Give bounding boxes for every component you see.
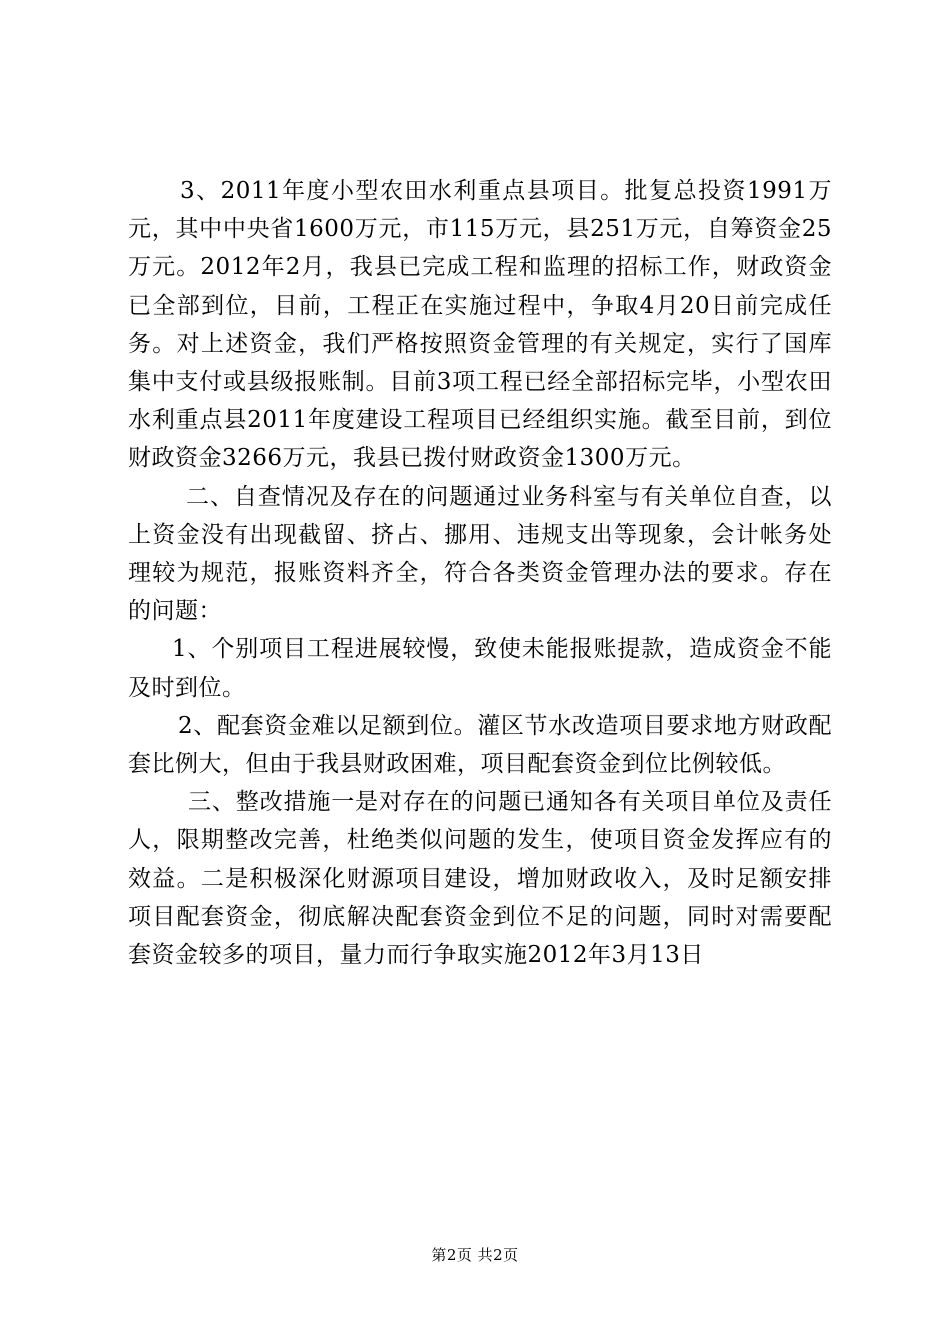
document-body (128, 172, 832, 974)
paragraph-rectification: 三、整改措施一是对存在的问题已通知各有关项目单位及责任人，限期整改完善，杜绝类似问题的发生，使项目资金发挥应有的效益。二是积极深化财源项目建设，增加财政收入，及时足额安排项目配套资金，彻底解决配套资金到位不足的问题，同时对需要配套资金较多的项目，量力而行争取实施2012年3月13日 (128, 789, 832, 969)
paragraph-issue-1: 1、个别项目工程进展较慢，致使未能报账提款，造成资金不能及时到位。 (128, 636, 832, 701)
paragraph-self-inspection: 二、自查情况及存在的问题通过业务科室与有关单位自查，以上资金没有出现截留、挤占、挪用、违规支出等现象，会计帐务处理较为规范，报账资料齐全，符合各类资金管理办法的要求。存在的问题： (128, 483, 832, 625)
page-footer: 第2页 共2页 (431, 1246, 519, 1264)
paragraph-project-3: 3、2011年度小型农田水利重点县项目。批复总投资1991万元，其中中央省1600万元，市115万元，县251万元，自筹资金25万元。2012年2月，我县已完成工程和监理的招标工作，财政资金已全部到位，目前，工程正在实施过程中，争取4月20日前完成任务。对上述资金，我们严格按照资金管理的有关规定，实行了国库集中支付或县级报账制。目前3项工程已经全部招标完毕，小型农田水利重点县2011年度建设工程项目已经组织实施。截至目前，到位财政资金3266万元，我县已拨付财政资金1300万元。 (128, 178, 832, 472)
paragraph-issue-2: 2、配套资金难以足额到位。灌区节水改造项目要求地方财政配套比例大，但由于我县财政困难，项目配套资金到位比例较低。 (128, 712, 832, 778)
